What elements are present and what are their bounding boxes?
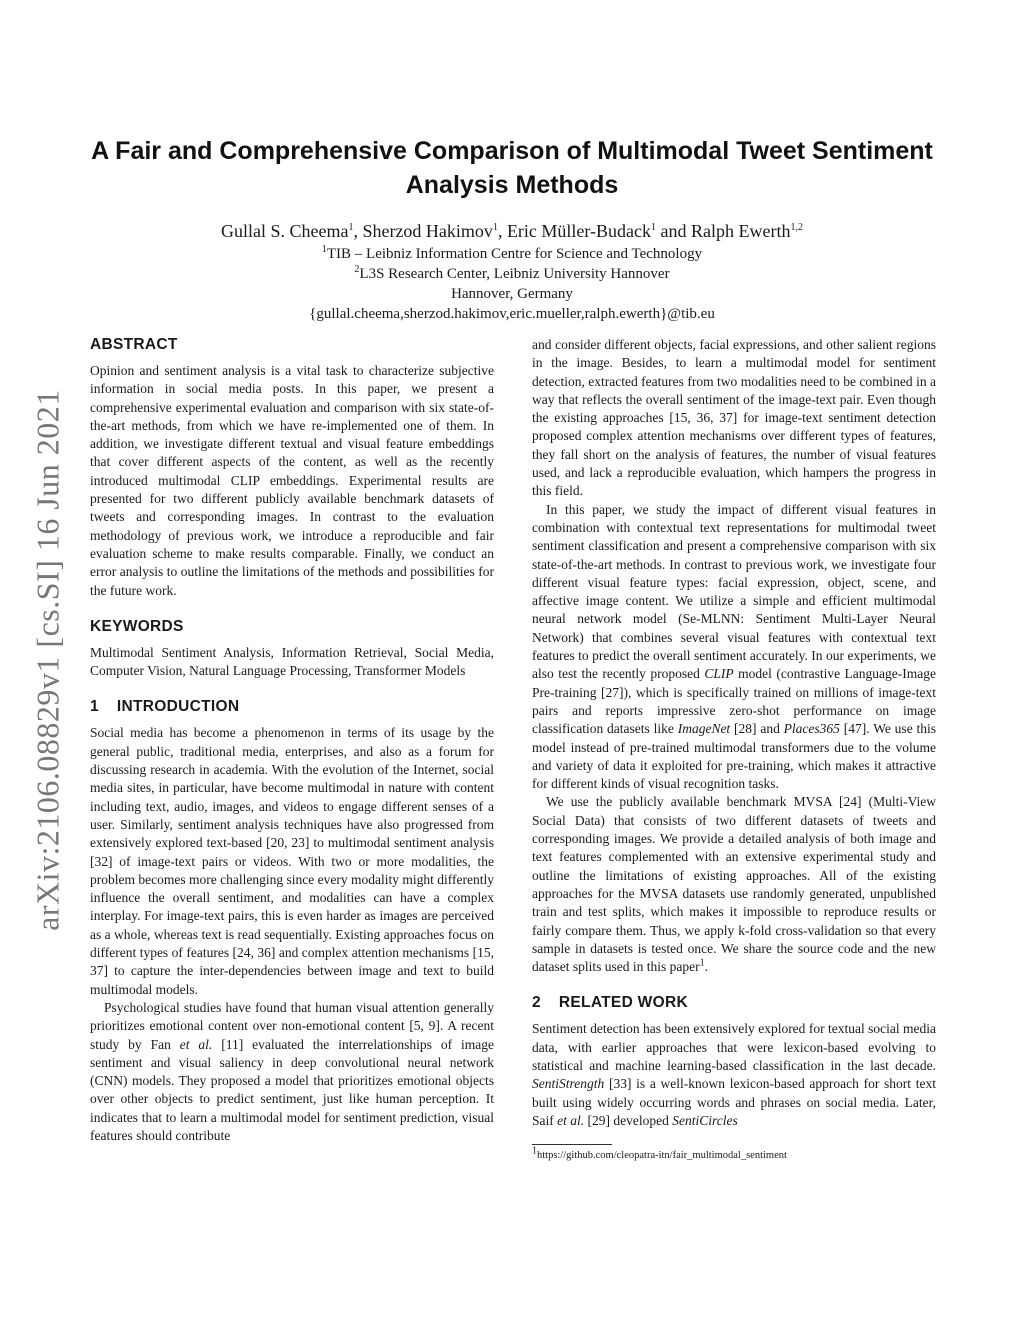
abstract-heading: ABSTRACT	[90, 336, 178, 353]
footnote-ref[interactable]: 1	[699, 957, 705, 969]
introduction-heading: 1 INTRODUCTION	[90, 698, 240, 716]
author-name: Sherzod Hakimov	[362, 221, 493, 241]
arxiv-identifier	[0, 380, 96, 940]
footnote-link[interactable]: https://github.com/cleopatra-itn/fair_multimodal_sentiment	[537, 1150, 787, 1162]
author-block	[90, 218, 934, 324]
affiliation-2: $^2$L3S Research Center, Leibniz University Hannover	[354, 264, 670, 282]
footnote-divider	[532, 1144, 612, 1145]
author-emails[interactable]: {gullal.cheema,sherzod.hakimov,eric.mueller,ralph.ewerth}@tib.eu	[309, 306, 715, 322]
right-column	[532, 336, 936, 1163]
intro-paragraph-3: and consider different objects, facial expressions, and other salient regions in the image. Besides, to learn a multimodal model for sentiment detection, extracted features from two modalities need to be combined in a way that reflects the overall sentiment of the image-text pair. Even though the existing approaches [15, 36, 37] for image-text sentiment detection proposed complex attention mechanisms over different types of features, they fall short on the analysis of features, the number of visual features used, and lack a reproducible evaluation, which hampers the progress in this field.	[532, 337, 936, 499]
intro-paragraph-4: In this paper, we study the impact of different visual features in combination with contextual text representations for multimodal tweet sentiment classification and present a comprehensive comparison with six state-of-the-art methods. In contrast to previous work, we investigate four different visual feature types: facial expression, object, scene, and affective image content. We utilize a simple and efficient multimodal neural network model (Se-MLNN: Sentiment Multi-Layer Neural Network) that combines several visual features with contextual text features to predict the overall sentiment accurately. In our experiments, we also test the recently proposed CLIP model (contrastive Language-Image Pre-training [27]), which is specifically trained on millions of image-text pairs and reports impressive zero-shot performance on image classification datasets like ImageNet [28] and Places365 [47]. We use this model instead of pre-trained multimodal transformers due to the volume and variety of data it exploited for pre-training, which makes it attractive for different kinds of visual recognition tasks.	[532, 501, 937, 792]
author-name: Ralph Ewerth	[691, 221, 791, 241]
author-name: Eric Müller-Budack	[506, 221, 652, 241]
keywords-heading: KEYWORDS	[90, 617, 184, 635]
paper-title: A Fair and Comprehensive Comparison of Multimodal Tweet Sentiment Analysis Methods	[91, 137, 933, 199]
intro-paragraph-2: Psychological studies have found that human visual attention generally prioritizes emotional content over non-emotional content [5, 9]. A recent study by Fan et al. [11] evaluated the interrelationships of image sentiment and visual saliency in deep convolutional neural network (CNN) models. They proposed a model that prioritizes emotional objects over other objects to predict sentiment, just like human perception. It indicates that to learn a multimodal model for sentiment prediction, visual features should contribute	[90, 999, 494, 1143]
intro-paragraph-5: We use the publicly available benchmark MVSA [24] (Multi-View Social Data) that consists of two different datasets of tweets and corresponding images. We provide a detailed analysis of both image and text features complemented with an extensive experimental study and outline the limitations of existing approaches. All of the existing approaches for the MVSA datasets use randomly generated, unpublished train and test splits, which makes it impossible to reproduce results or fairly compare them. Thus, we apply k-fold cross-validation so that every sample in datasets is tested once. We share the source code and the new dataset splits used in this paper$^1$.	[532, 794, 936, 975]
arxiv-identifier-text: arXiv:2106.08829v1 [cs.SI] 16 Jun 2021	[29, 389, 66, 931]
left-column	[90, 336, 494, 1145]
affiliation-1: $^1$TIB – Leibniz Information Centre for Science and Technology	[321, 244, 703, 262]
keywords-text: Multimodal Sentiment Analysis, Information Retrieval, Social Media, Computer Vision, Natural Language Processing, Transformer Models	[90, 644, 494, 679]
author-list: Gullal S. Cheema$^1$, Sherzod Hakimov$^1$, Eric Müller-Budack$^1$ and Ralph Ewerth$^{1,2}$	[220, 221, 804, 241]
related-work-heading: 2 RELATED WORK	[532, 994, 688, 1012]
intro-paragraph-1: Social media has become a phenomenon in terms of its usage by the general public, traditional media, enterprises, and also as a forum for discussing research in academia. With the evolution of the Internet, social media sites, in particular, have become multimodal in nature with content including text, audio, images, and videos to engage different senses of a user. Similarly, sentiment analysis techniques have also progressed from extensively explored text-based [20, 23] to multimodal sentiment analysis [32] of image-text pairs or videos. With two or more modalities, the problem becomes more challenging since every modality might differently influence the overall sentiment, and modalities can have a complex interplay. For image-text pairs, this is even harder as images are perceived as a whole, whereas text is read sequentially. Existing approaches focus on different types of features [24, 36] and complex attention mechanisms [15, 37] to capture the inter-dependencies between image and text to build multimodal models.	[90, 725, 494, 997]
related-paragraph-1: Sentiment detection has been extensively explored for textual social media data, with earlier approaches that were lexicon-based evolving to statistical and machine learning-based classification in the last decade. SentiStrength [33] is a well-known lexicon-based approach for short text built using widely occurring words and phrases on social media. Later, Saif et al. [29] developed SentiCircles	[532, 1021, 936, 1128]
location: Hannover, Germany	[451, 286, 573, 302]
author-name: Gullal S. Cheema	[220, 221, 349, 241]
abstract-text: Opinion and sentiment analysis is a vital task to characterize subjective information in social media posts. In this paper, we present a comprehensive experimental evaluation and comparison with six state-of-the-art methods, from which we have re-implemented one of them. In addition, we investigate different textual and visual feature embeddings that cover different aspects of the content, as well as the recently introduced multimodal CLIP embeddings. Experimental results are presented for two different publicly available benchmark datasets of tweets and corresponding images. In contrast to the evaluation methodology of previous work, we introduce a reproducible and fair evaluation scheme to make results comparable. Finally, we conduct an error analysis to outline the limitations of the methods and possibilities for the future work.	[90, 363, 494, 598]
footnote: $^1$https://github.com/cleopatra-itn/fair_multimodal_sentiment	[532, 1145, 787, 1162]
